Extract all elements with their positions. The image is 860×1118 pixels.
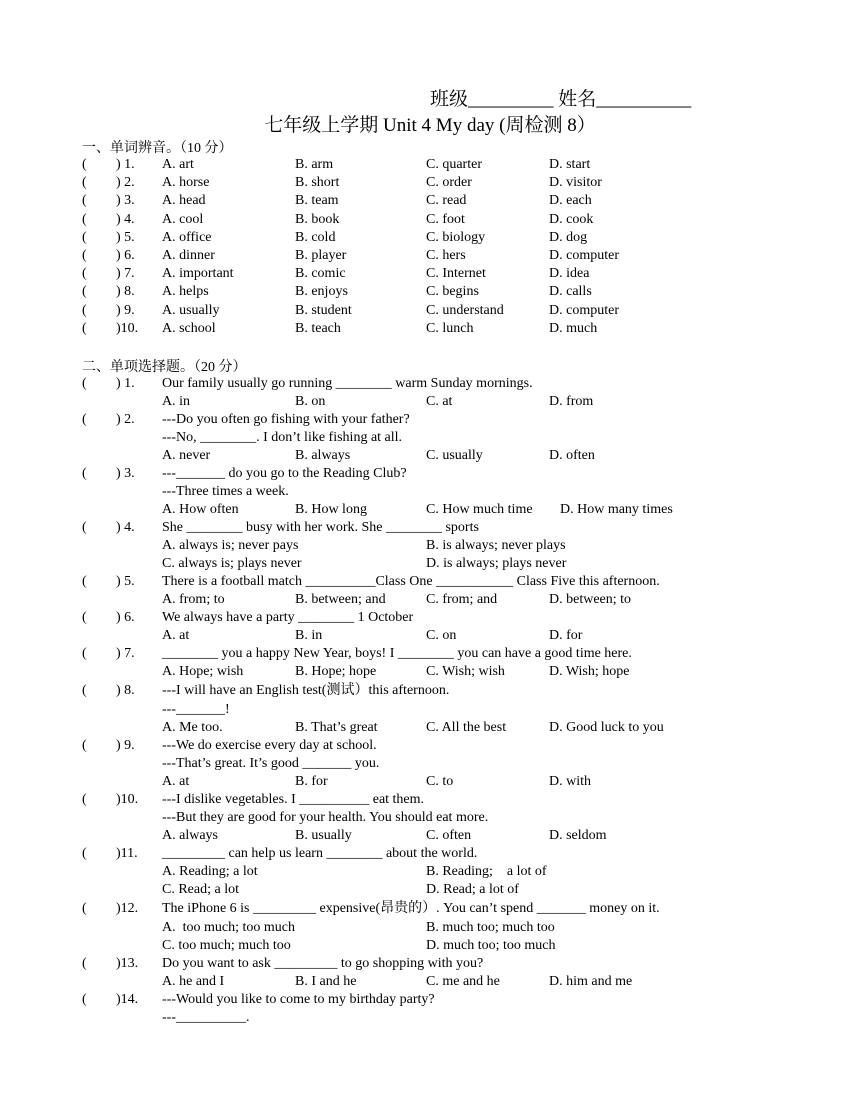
question-number: ) 3.: [116, 466, 135, 481]
question-6-options: [82, 627, 782, 645]
question-stem: ---Do you often go fishing with your father?: [162, 412, 410, 427]
question-stem: ---But they are good for your health. You should eat more.: [162, 810, 489, 825]
option-a: A. dinner: [162, 248, 215, 263]
option-a: A. head: [162, 193, 206, 209]
question-number: ) 7.: [116, 266, 135, 282]
phonics-item: [82, 174, 782, 192]
answer-bracket: (: [82, 412, 87, 427]
answer-bracket: (: [82, 193, 87, 209]
question-1-options: [82, 393, 782, 411]
question-9-line2: [82, 755, 782, 773]
option-a: A. usually: [162, 302, 220, 318]
option-b: B. comic: [295, 266, 346, 282]
option-d: D. computer: [549, 302, 619, 318]
answer-bracket: (: [82, 846, 87, 861]
question-7-options: [82, 663, 782, 681]
option-b: B. How long: [295, 502, 367, 517]
question-number: )10.: [116, 320, 139, 336]
option-c: C. understand: [426, 302, 504, 318]
answer-bracket: (: [82, 157, 87, 172]
option-c: C. always is; plays never: [162, 556, 302, 571]
phonics-item: [82, 229, 782, 247]
option-c: C. Read; a lot: [162, 882, 239, 897]
question-number: ) 3.: [116, 193, 135, 209]
question-number: )12.: [116, 901, 139, 916]
phonics-item: [82, 320, 782, 338]
question-3-line2: [82, 483, 782, 501]
question-number: ) 7.: [116, 646, 135, 661]
option-c: C. foot: [426, 211, 465, 227]
question-6: [82, 609, 782, 627]
option-b: B. cold: [295, 229, 336, 245]
option-c: C. hers: [426, 248, 466, 263]
question-2-line2: [82, 429, 782, 447]
question-12: [82, 900, 782, 918]
answer-bracket: (: [82, 376, 87, 391]
option-b: B. enjoys: [295, 284, 348, 300]
answer-bracket: (: [82, 792, 87, 807]
question-2: [82, 411, 782, 429]
question-stem: ---I dislike vegetables. I __________ eat them.: [162, 792, 425, 807]
option-d: D. with: [549, 774, 591, 789]
option-c: C. too much; much too: [162, 938, 291, 953]
question-number: ) 5.: [116, 574, 135, 589]
question-stem: ---_______!: [162, 702, 230, 717]
phonics-item: [82, 283, 782, 301]
option-b: B. is always; never plays: [426, 538, 566, 553]
question-stem: ---_______ do you go to the Reading Club?: [162, 466, 407, 481]
question-stem: ---Would you like to come to my birthday party?: [162, 992, 435, 1007]
option-a: A. important: [162, 266, 234, 282]
option-b: B. student: [295, 302, 352, 318]
question-12-options-2: [82, 937, 782, 955]
option-c: C. How much time: [426, 502, 533, 517]
option-a: A. at: [162, 628, 190, 643]
question-stem: ---I will have an English test(测试）this afternoon.: [162, 683, 450, 698]
question-13-options: [82, 973, 782, 991]
option-b: B. always: [295, 448, 351, 463]
option-d: D. computer: [549, 248, 619, 263]
option-a: A. Me too.: [162, 720, 223, 735]
question-8: [82, 682, 782, 700]
answer-bracket: (: [82, 738, 87, 753]
question-stem: Do you want to ask _________ to go shopping with you?: [162, 956, 484, 971]
section1-heading: 一、单词辨音。（10 分）: [82, 141, 233, 156]
question-stem: ---We do exercise every day at school.: [162, 738, 377, 753]
answer-bracket: (: [82, 956, 87, 971]
option-d: D. visitor: [549, 175, 602, 191]
question-4-options-1: [82, 537, 782, 555]
answer-bracket: (: [82, 610, 87, 625]
class-name-line: 班级_________ 姓名__________: [430, 89, 692, 110]
question-4: [82, 519, 782, 537]
option-c: C. lunch: [426, 320, 474, 336]
option-b: B. team: [295, 193, 339, 209]
option-d: D. start: [549, 157, 591, 172]
question-1: [82, 375, 782, 393]
option-a: A. helps: [162, 284, 209, 300]
option-d: D. from: [549, 394, 594, 409]
phonics-item: [82, 247, 782, 265]
option-a: A. school: [162, 320, 216, 336]
option-b: B. in: [295, 628, 323, 643]
question-number: )10.: [116, 792, 139, 807]
option-d: D. much too; too much: [426, 938, 556, 953]
option-a: A. How often: [162, 502, 239, 517]
option-d: D. between; to: [549, 592, 632, 607]
answer-bracket: (: [82, 248, 87, 263]
question-5: [82, 573, 782, 591]
option-b: B. usually: [295, 828, 352, 843]
option-b: B. for: [295, 774, 328, 789]
question-number: ) 6.: [116, 610, 135, 625]
option-b: B. That’s great: [295, 720, 378, 735]
option-b: B. between; and: [295, 592, 386, 607]
question-stem: She ________ busy with her work. She ________ sports: [162, 520, 479, 535]
option-a: A. Hope; wish: [162, 664, 244, 679]
answer-bracket: (: [82, 266, 87, 282]
answer-bracket: (: [82, 520, 87, 535]
option-d: D. Good luck to you: [549, 720, 664, 735]
option-a: A. always: [162, 828, 218, 843]
option-a: A. from; to: [162, 592, 225, 607]
option-c: C. quarter: [426, 157, 482, 172]
option-d: D. is always; plays never: [426, 556, 567, 571]
option-b: B. much too; much too: [426, 920, 555, 935]
question-13: [82, 955, 782, 973]
section2-heading: 二、单项选择题。（20 分）: [82, 360, 247, 375]
option-a: A. Reading; a lot: [162, 864, 258, 879]
question-3-options: [82, 501, 782, 519]
option-c: C. at: [426, 394, 453, 409]
question-14-line2: [82, 1009, 782, 1027]
option-b: B. Hope; hope: [295, 664, 377, 679]
question-number: ) 4.: [116, 211, 135, 227]
option-a: A. he and I: [162, 974, 225, 989]
option-b: B. player: [295, 248, 347, 263]
phonics-item: [82, 211, 782, 229]
question-number: ) 1.: [116, 157, 135, 172]
question-number: ) 8.: [116, 683, 135, 698]
phonics-item: [82, 156, 782, 174]
option-c: C. All the best: [426, 720, 507, 735]
option-c: C. often: [426, 828, 472, 843]
question-stem: ---Three times a week.: [162, 484, 289, 499]
option-b: B. arm: [295, 157, 334, 172]
option-c: C. from; and: [426, 592, 498, 607]
question-4-options-2: [82, 555, 782, 573]
option-c: C. read: [426, 193, 467, 209]
question-2-options: [82, 447, 782, 465]
answer-bracket: (: [82, 646, 87, 661]
option-d: D. idea: [549, 266, 590, 282]
option-b: B. short: [295, 175, 340, 191]
question-stem: ---That’s great. It’s good _______ you.: [162, 756, 380, 771]
option-d: D. Wish; hope: [549, 664, 630, 679]
question-7: [82, 645, 782, 663]
answer-bracket: (: [82, 320, 87, 336]
question-number: ) 2.: [116, 412, 135, 427]
question-stem: _________ can help us learn ________ about the world.: [162, 846, 478, 861]
option-d: D. him and me: [549, 974, 633, 989]
answer-bracket: (: [82, 683, 87, 698]
page-title: 七年级上学期 Unit 4 My day (周检测 8）: [264, 115, 596, 136]
answer-bracket: (: [82, 901, 87, 916]
option-c: C. me and he: [426, 974, 500, 989]
option-d: D. seldom: [549, 828, 607, 843]
phonics-item: [82, 192, 782, 210]
question-number: )11.: [116, 846, 138, 861]
question-number: ) 1.: [116, 376, 135, 391]
option-d: D. dog: [549, 229, 588, 245]
question-10-line2: [82, 809, 782, 827]
option-d: D. each: [549, 193, 592, 209]
option-a: A. office: [162, 229, 212, 245]
question-stem: The iPhone 6 is _________ expensive(昂贵的）. You can’t spend _______ money on it.: [162, 901, 660, 916]
phonics-item: [82, 302, 782, 320]
phonics-item: [82, 265, 782, 283]
question-9: [82, 737, 782, 755]
question-number: ) 2.: [116, 175, 135, 191]
question-number: ) 4.: [116, 520, 135, 535]
option-b: B. I and he: [295, 974, 357, 989]
question-5-options: [82, 591, 782, 609]
option-d: D. How many times: [560, 502, 673, 517]
option-a: A. always is; never pays: [162, 538, 299, 553]
option-c: C. order: [426, 175, 472, 191]
option-d: D. Read; a lot of: [426, 882, 519, 897]
question-number: ) 6.: [116, 248, 135, 263]
option-c: C. Wish; wish: [426, 664, 505, 679]
option-c: C. begins: [426, 284, 479, 300]
question-number: ) 9.: [116, 738, 135, 753]
answer-bracket: (: [82, 466, 87, 481]
question-11: [82, 845, 782, 863]
question-stem: Our family usually go running ________ warm Sunday mornings.: [162, 376, 533, 391]
answer-bracket: (: [82, 302, 87, 318]
question-stem: ---No, ________. I don’t like fishing at all.: [162, 430, 403, 445]
question-number: )14.: [116, 992, 139, 1007]
question-number: ) 8.: [116, 284, 135, 300]
option-b: B. book: [295, 211, 340, 227]
option-a: A. in: [162, 394, 190, 409]
question-number: ) 9.: [116, 302, 135, 318]
answer-bracket: (: [82, 992, 87, 1007]
question-9-options: [82, 773, 782, 791]
question-12-options-1: [82, 919, 782, 937]
option-b: B. teach: [295, 320, 341, 336]
option-d: D. often: [549, 448, 595, 463]
question-stem: We always have a party ________ 1 October: [162, 610, 414, 625]
question-11-options-1: [82, 863, 782, 881]
option-a: A. at: [162, 774, 190, 789]
question-8-line2: [82, 701, 782, 719]
answer-bracket: (: [82, 211, 87, 227]
question-3: [82, 465, 782, 483]
option-b: B. on: [295, 394, 326, 409]
option-c: C. on: [426, 628, 457, 643]
question-stem: ---__________.: [162, 1010, 250, 1025]
option-a: A. too much; too much: [162, 920, 295, 935]
answer-bracket: (: [82, 175, 87, 191]
option-d: D. calls: [549, 284, 592, 300]
option-a: A. cool: [162, 211, 204, 227]
question-11-options-2: [82, 881, 782, 899]
option-d: D. cook: [549, 211, 594, 227]
option-a: A. never: [162, 448, 211, 463]
question-8-options: [82, 719, 782, 737]
option-a: A. art: [162, 157, 194, 172]
question-stem: There is a football match __________Class One ___________ Class Five this afternoon.: [162, 574, 660, 589]
question-10: [82, 791, 782, 809]
option-a: A. horse: [162, 175, 210, 191]
option-d: D. for: [549, 628, 583, 643]
question-14: [82, 991, 782, 1009]
option-c: C. to: [426, 774, 454, 789]
answer-bracket: (: [82, 574, 87, 589]
option-c: C. biology: [426, 229, 486, 245]
question-number: )13.: [116, 956, 139, 971]
option-c: C. Internet: [426, 266, 486, 282]
question-number: ) 5.: [116, 229, 135, 245]
question-10-options: [82, 827, 782, 845]
answer-bracket: (: [82, 284, 87, 300]
option-b: B. Reading; a lot of: [426, 864, 547, 879]
option-d: D. much: [549, 320, 598, 336]
answer-bracket: (: [82, 229, 87, 245]
option-c: C. usually: [426, 448, 483, 463]
question-stem: ________ you a happy New Year, boys! I ________ you can have a good time here.: [162, 646, 632, 661]
